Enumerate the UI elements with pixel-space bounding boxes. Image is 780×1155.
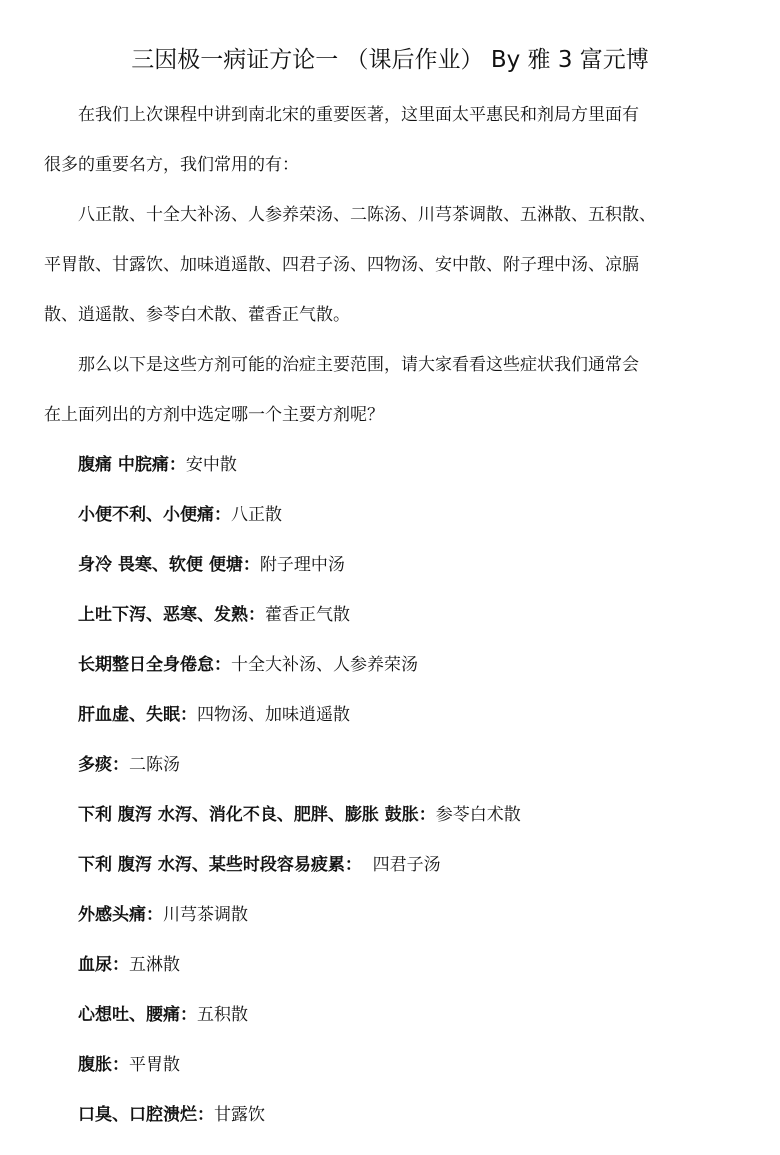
answer-item (78, 540, 758, 590)
answer-formula: 安中散 (185, 455, 237, 475)
answer-symptom: 小便不利、小便痛： (78, 505, 231, 525)
answer-symptom: 长期整日全身倦怠： (78, 655, 231, 675)
answer-item (78, 490, 758, 540)
answer-list (78, 440, 758, 1140)
answer-symptom: 腹痛 中脘痛： (78, 455, 186, 475)
answer-formula: 八正散 (231, 505, 282, 525)
intro-line-2: 很多的重要名方，我们常用的有： (44, 155, 299, 175)
intro-line-1: 在我们上次课程中讲到南北宋的重要医著，这里面太平惠民和剂局方里面有 (78, 105, 639, 125)
answer-formula: 参苓白术散 (435, 805, 521, 825)
answer-formula: 藿香正气散 (265, 605, 350, 625)
answer-item (78, 440, 758, 490)
question-line-2: 在上面列出的方剂中选定哪一个主要方剂呢？ (44, 405, 384, 425)
answer-item (78, 690, 758, 740)
answer-symptom: 下利 腹泻 水泻、某些时段容易疲累： (78, 855, 362, 875)
page-title: 三因极一病证方论一 （课后作业） By 雅 3 富元博 (131, 47, 649, 73)
answer-symptom: 血尿： (78, 955, 129, 975)
answer-formula: 附子理中汤 (259, 555, 345, 575)
answer-formula: 川芎茶调散 (163, 905, 248, 925)
answer-symptom: 肝血虚、失眠： (78, 705, 197, 725)
answer-formula: 四物汤、加味逍遥散 (197, 705, 350, 725)
answer-formula: 甘露饮 (214, 1105, 265, 1125)
answer-item (78, 1090, 758, 1140)
intro-paragraph (44, 90, 724, 190)
answer-symptom: 身冷 畏寒、软便 便塘： (78, 555, 260, 575)
formula-line-3: 散、逍遥散、参苓白术散、藿香正气散。 (44, 305, 350, 325)
answer-formula: 五淋散 (129, 955, 180, 975)
answer-symptom: 上吐下泻、恶寒、发熟： (78, 605, 265, 625)
formula-line-1: 八正散、十全大补汤、人参养荣汤、二陈汤、川芎茶调散、五淋散、五积散、 (78, 205, 656, 225)
answer-item (78, 990, 758, 1040)
formula-list-paragraph (44, 190, 724, 340)
answer-symptom: 外感头痛： (78, 905, 163, 925)
answer-item (78, 640, 758, 690)
answer-formula: 十全大补汤、人参养荣汤 (231, 655, 418, 675)
answer-item (78, 1040, 758, 1090)
answer-formula: 二陈汤 (129, 755, 180, 775)
answer-item (78, 790, 758, 840)
question-line-1: 那么以下是这些方剂可能的治症主要范围，请大家看看这些症状我们通常会 (78, 355, 639, 375)
answer-formula: 平胃散 (129, 1055, 180, 1075)
answer-symptom: 腹胀： (78, 1055, 129, 1075)
answer-item (78, 840, 758, 890)
question-paragraph (44, 340, 724, 440)
answer-symptom: 多痰： (78, 755, 129, 775)
answer-symptom: 心想吐、腰痛： (78, 1005, 197, 1025)
answer-symptom: 下利 腹泻 水泻、消化不良、肥胖、膨胀 鼓胀： (78, 805, 436, 825)
formula-line-2: 平胃散、甘露饮、加味逍遥散、四君子汤、四物汤、安中散、附子理中汤、凉膈 (44, 255, 639, 275)
answer-item (78, 890, 758, 940)
answer-formula: 四君子汤 (361, 855, 441, 875)
answer-formula: 五积散 (197, 1005, 248, 1025)
answer-item (78, 940, 758, 990)
answer-symptom: 口臭、口腔溃烂： (78, 1105, 214, 1125)
answer-item (78, 590, 758, 640)
answer-item (78, 740, 758, 790)
